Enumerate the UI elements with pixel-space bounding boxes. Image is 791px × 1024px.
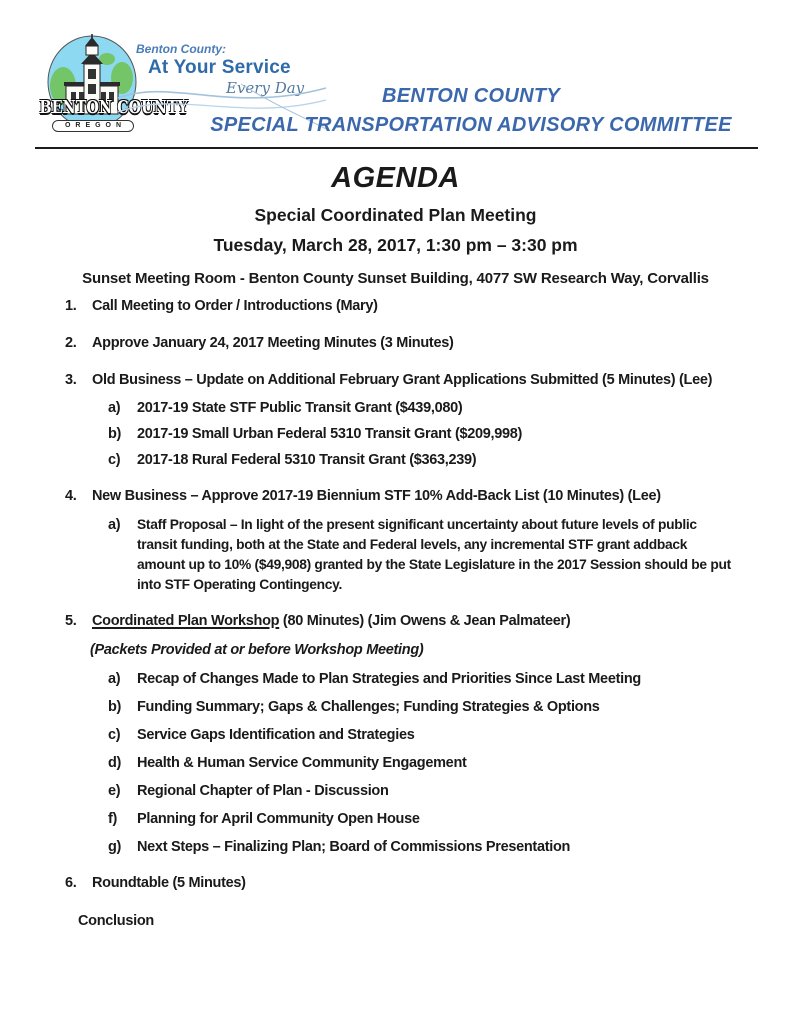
subitem-text: Recap of Changes Made to Plan Strategies and Priorities Since Last Meeting xyxy=(137,671,641,687)
item-4-sublist xyxy=(0,515,791,595)
tagline-small: Benton County: xyxy=(136,42,226,56)
item-text: New Business – Approve 2017-19 Biennium STF 10% Add-Back List (10 Minutes) (Lee) xyxy=(92,488,661,504)
subitem-5b xyxy=(0,697,791,717)
committee-title xyxy=(160,82,782,140)
subitem-3c xyxy=(0,450,791,470)
committee-title-line1: BENTON COUNTY xyxy=(382,85,560,107)
agenda-item-5 xyxy=(0,611,791,631)
subitem-5f xyxy=(0,809,791,829)
subitem-letter: f) xyxy=(108,811,118,827)
subitem-text: 2017-19 Small Urban Federal 5310 Transit Grant ($209,998) xyxy=(137,426,523,442)
subitem-5d xyxy=(0,753,791,773)
item-text: Approve January 24, 2017 Meeting Minutes (3 Minutes) xyxy=(92,335,454,351)
agenda-item-3 xyxy=(0,370,791,390)
subitem-text: Regional Chapter of Plan - Discussion xyxy=(137,783,389,799)
item-number: 5. xyxy=(65,613,77,629)
subitem-text: Next Steps – Finalizing Plan; Board of Commissions Presentation xyxy=(137,839,571,855)
subitem-letter: b) xyxy=(108,426,122,442)
meeting-location: Sunset Meeting Room - Benton County Sunset Building, 4077 SW Research Way, Corvallis xyxy=(82,270,709,287)
subitem-letter: a) xyxy=(108,671,121,687)
subitem-5a xyxy=(0,669,791,689)
item-3-sublist xyxy=(0,398,791,470)
subitem-letter: d) xyxy=(108,755,122,771)
subitem-letter: a) xyxy=(108,517,121,533)
item-number: 3. xyxy=(65,372,77,388)
item-text: Call Meeting to Order / Introductions (Mary) xyxy=(92,298,378,314)
item-5-note: (Packets Provided at or before Workshop Meeting) xyxy=(90,642,424,658)
committee-title-line2: SPECIAL TRANSPORTATION ADVISORY COMMITTEE xyxy=(210,114,732,136)
agenda-item-6 xyxy=(0,873,791,893)
subitem-text: 2017-19 State STF Public Transit Grant ($439,080) xyxy=(137,400,463,416)
logo-state-banner: OREGON xyxy=(52,120,134,132)
meeting-subheading: Special Coordinated Plan Meeting xyxy=(254,205,537,225)
agenda-list xyxy=(0,296,791,931)
item-number: 4. xyxy=(65,488,77,504)
header-divider xyxy=(35,147,758,149)
subitem-5e xyxy=(0,781,791,801)
subitem-letter: c) xyxy=(108,727,121,743)
subitem-4a xyxy=(0,515,791,595)
item-number: 6. xyxy=(65,875,77,891)
agenda-item-2 xyxy=(0,333,791,353)
subitem-letter: c) xyxy=(108,452,121,468)
item-5-rest: (80 Minutes) (Jim Owens & Jean Palmateer) xyxy=(279,613,571,629)
item-number: 1. xyxy=(65,298,77,314)
item-5-sublist xyxy=(0,669,791,857)
agenda-item-1 xyxy=(0,296,791,316)
subitem-5c xyxy=(0,725,791,745)
masthead xyxy=(0,0,791,147)
subitem-letter: g) xyxy=(108,839,122,855)
item-number: 2. xyxy=(65,335,77,351)
subitem-text: Service Gaps Identification and Strategies xyxy=(137,727,415,743)
subitem-letter: b) xyxy=(108,699,122,715)
conclusion-label: Conclusion xyxy=(78,913,154,929)
tagline-main: At Your Service xyxy=(148,57,291,78)
tagline-sub: Every Day xyxy=(226,79,305,97)
subitem-text: Health & Human Service Community Engagement xyxy=(137,755,467,771)
subitem-5g xyxy=(0,837,791,857)
subitem-paragraph: Staff Proposal – In light of the present significant uncertainty about future levels of public transit funding, both at the State and Federal levels, any incremental STF grant addback amount up to 10% ($49,908) granted by the State Legislature in the 2017 Session should be put into STF Operating Contingency. xyxy=(137,517,731,592)
meeting-datetime: Tuesday, March 28, 2017, 1:30 pm – 3:30 pm xyxy=(213,235,578,255)
subitem-letter: e) xyxy=(108,783,121,799)
subitem-3a xyxy=(0,398,791,418)
subitem-3b xyxy=(0,424,791,444)
agenda-item-4 xyxy=(0,486,791,506)
agenda-heading: AGENDA xyxy=(331,162,460,194)
item-text xyxy=(92,613,570,629)
subitem-text: Planning for April Community Open House xyxy=(137,811,420,827)
item-5-underlined-title: Coordinated Plan Workshop xyxy=(92,613,280,629)
subitem-text: 2017-18 Rural Federal 5310 Transit Grant ($363,239) xyxy=(137,452,477,468)
item-text: Old Business – Update on Additional February Grant Applications Submitted (5 Minutes) (Lee) xyxy=(92,372,713,388)
logo-wordmark: BENTON COUNTY xyxy=(39,97,188,118)
subitem-text: Funding Summary; Gaps & Challenges; Funding Strategies & Options xyxy=(137,699,600,715)
subitem-letter: a) xyxy=(108,400,121,416)
item-text: Roundtable (5 Minutes) xyxy=(92,875,246,891)
